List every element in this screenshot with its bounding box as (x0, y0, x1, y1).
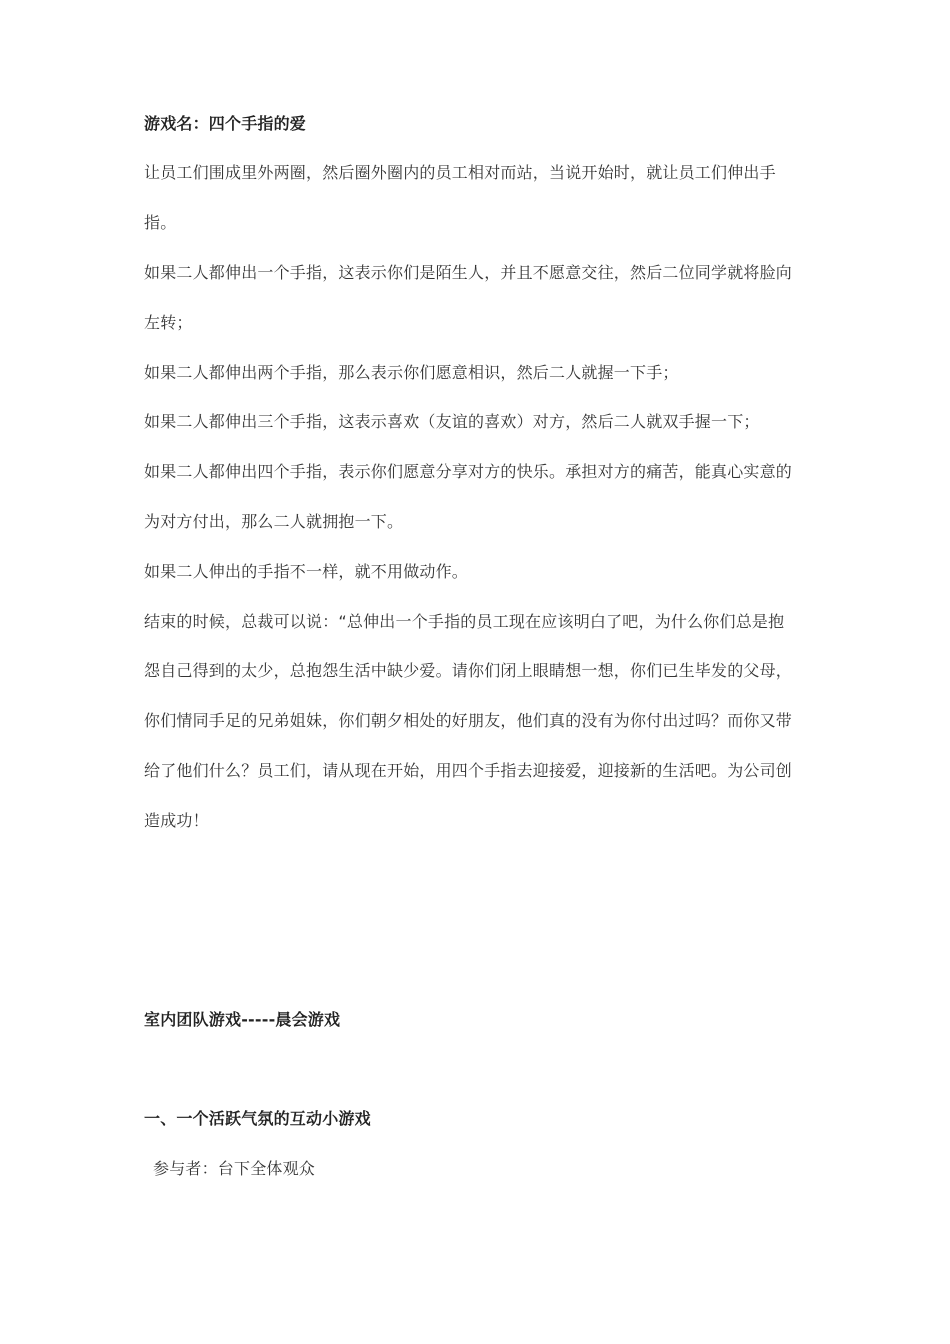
paragraph-line: 如果二人都伸出两个手指，那么表示你们愿意相识，然后二人就握一下手； (144, 363, 679, 382)
paragraph-line: 怨自己得到的太少，总抱怨生活中缺少爱。请你们闭上眼睛想一想，你们已生毕发的父母， (144, 661, 793, 680)
paragraph-line: 结束的时候，总裁可以说：“总伸出一个手指的员工现在应该明白了吧，为什么你们总是抱 (144, 612, 785, 631)
participants-line: 参与者：台下全体观众 (153, 1159, 316, 1178)
paragraph-line: 让员工们围成里外两圈，然后圈外圈内的员工相对而站，当说开始时，就让员工们伸出手 (144, 163, 776, 182)
game-title: 游戏名：四个手指的爱 (144, 114, 307, 133)
paragraph-line: 造成功！ (144, 811, 209, 830)
paragraph-line: 如果二人都伸出四个手指，表示你们愿意分享对方的快乐。承担对方的痛苦，能真心实意的 (144, 462, 793, 481)
paragraph-line: 左转； (144, 313, 193, 332)
paragraph-line: 你们情同手足的兄弟姐妹，你们朝夕相处的好朋友，他们真的没有为你付出过吗？而你又带 (144, 711, 793, 730)
paragraph-line: 如果二人都伸出一个手指，这表示你们是陌生人，并且不愿意交往，然后二位同学就将脸向 (144, 263, 793, 282)
paragraph-line: 如果二人伸出的手指不一样，就不用做动作。 (144, 562, 469, 581)
sub-heading: 一、一个活跃气氛的互动小游戏 (144, 1109, 371, 1128)
paragraph-line: 指。 (144, 213, 177, 232)
section-heading: 室内团队游戏-----晨会游戏 (144, 1010, 341, 1029)
paragraph-line: 给了他们什么？员工们，请从现在开始，用四个手指去迎接爱，迎接新的生活吧。为公司创 (144, 761, 793, 780)
paragraph-line: 为对方付出，那么二人就拥抱一下。 (144, 512, 404, 531)
paragraph-line: 如果二人都伸出三个手指，这表示喜欢（友谊的喜欢）对方，然后二人就双手握一下； (144, 412, 760, 431)
